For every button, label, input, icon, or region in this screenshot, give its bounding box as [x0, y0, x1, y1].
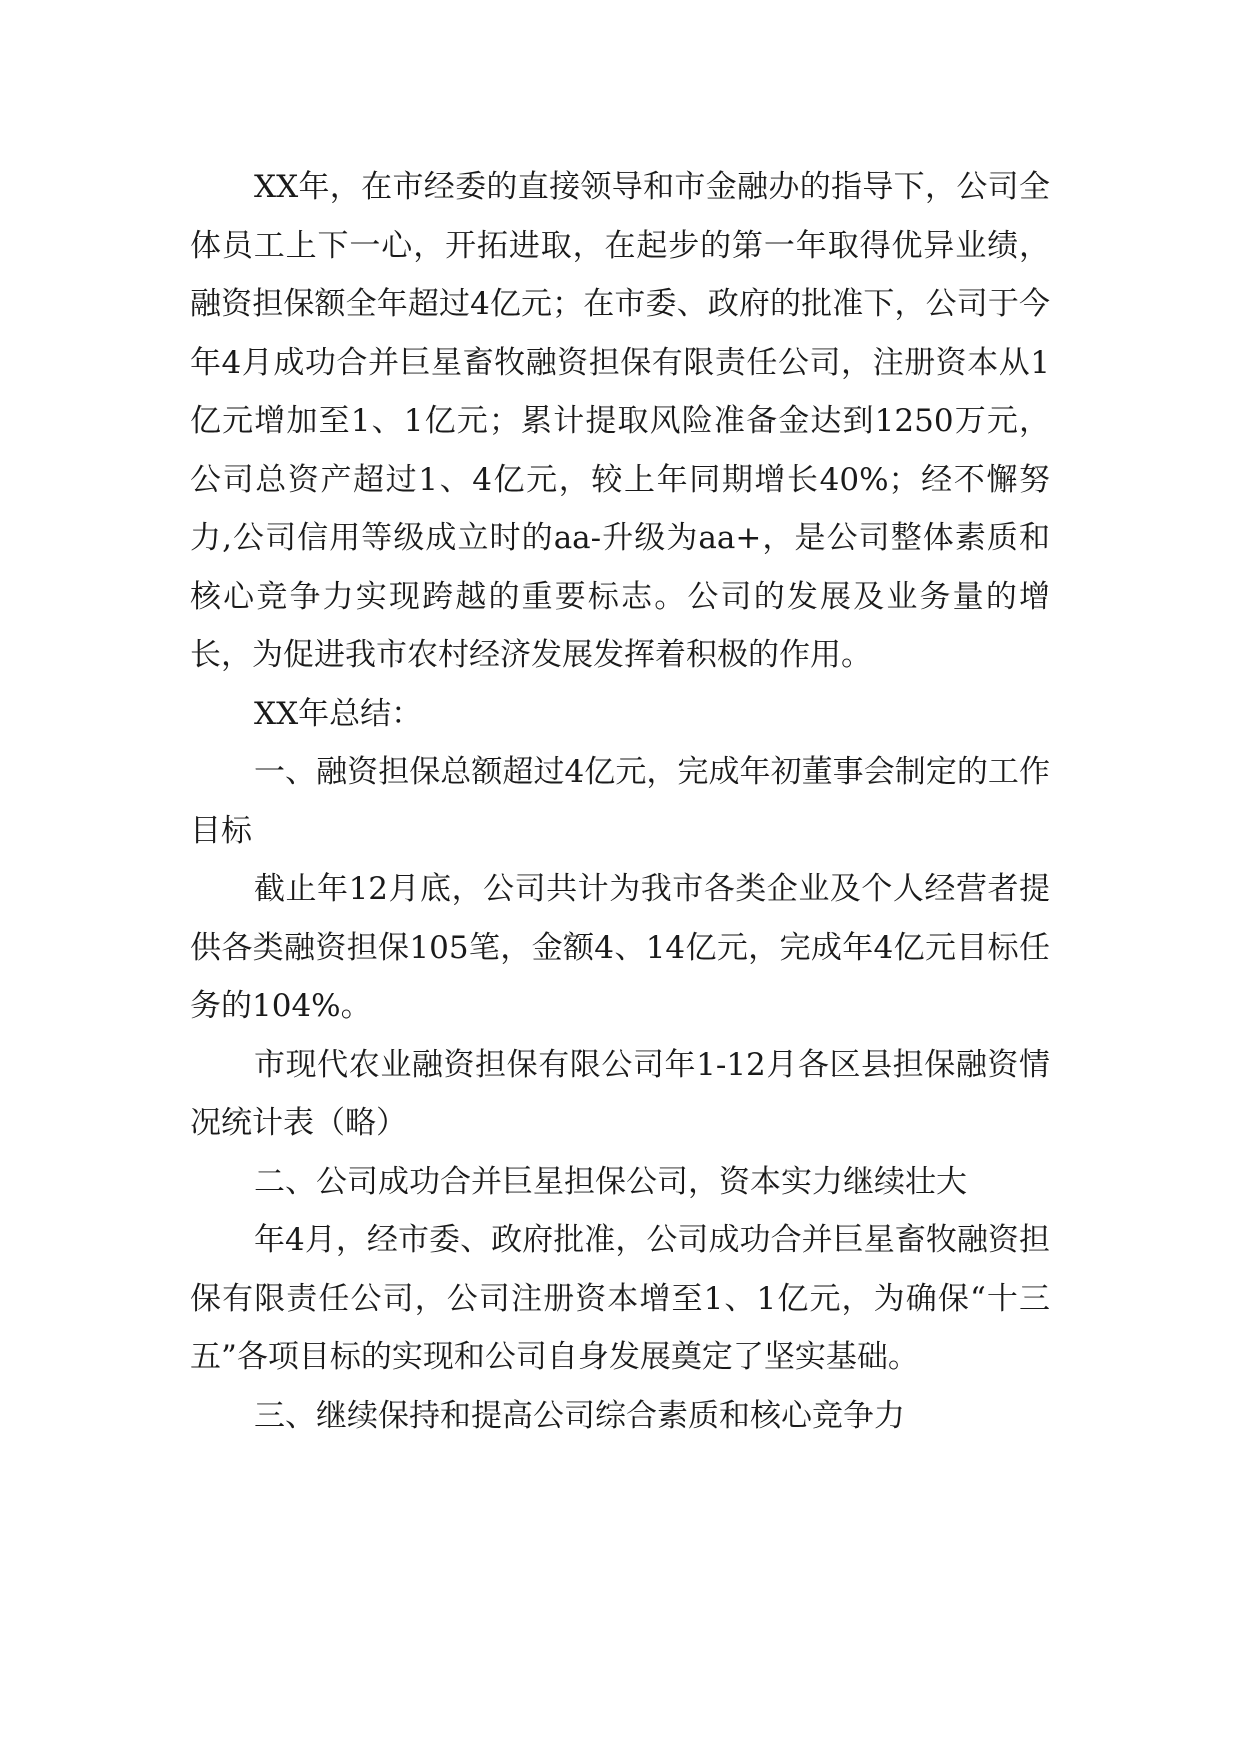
paragraph-table-note: 市现代农业融资担保有限公司年1-12月各区县担保融资情况统计表（略） — [190, 1046, 1050, 1141]
section-heading-3: 三、继续保持和提高公司综合素质和核心竞争力 — [254, 1397, 905, 1434]
paragraph-intro: XX年，在市经委的直接领导和市金融办的指导下，公司全体员工上下一心，开拓进取，在起步的第一年取得优异业绩，融资担保额全年超过4亿元；在市委、政府的批准下，公司于今年4月成功合并巨星畜牧融资担保有限责任公司，注册资本从1亿元增加至1、1亿元；累计提取风险准备金达到1250万元，公司总资产超过1、4亿元，较上年同期增长40%；经不懈努力,公司信用等级成立时的aa-升级为aa+，是公司整体素质和核心竞争力实现跨越的重要标志。公司的发展及业务量的增长，为促进我市农村经济发展发挥着积极的作用。 — [190, 169, 1050, 673]
paragraph-section-2: 年4月，经市委、政府批准，公司成功合并巨星畜牧融资担保有限责任公司，公司注册资本增至1、1亿元，为确保“十三五”各项目标的实现和公司自身发展奠定了坚实基础。 — [190, 1222, 1050, 1375]
section-heading-2: 二、公司成功合并巨星担保公司，资本实力继续壮大 — [254, 1163, 967, 1200]
paragraph-summary-heading: XX年总结： — [254, 695, 423, 732]
document-body — [190, 158, 1050, 1445]
paragraph-section-1: 截止年12月底，公司共计为我市各类企业及个人经营者提供各类融资担保105笔，金额4、14亿元，完成年4亿元目标任务的104%。 — [190, 871, 1050, 1024]
section-heading-1: 一、融资担保总额超过4亿元，完成年初董事会制定的工作目标 — [190, 754, 1050, 849]
